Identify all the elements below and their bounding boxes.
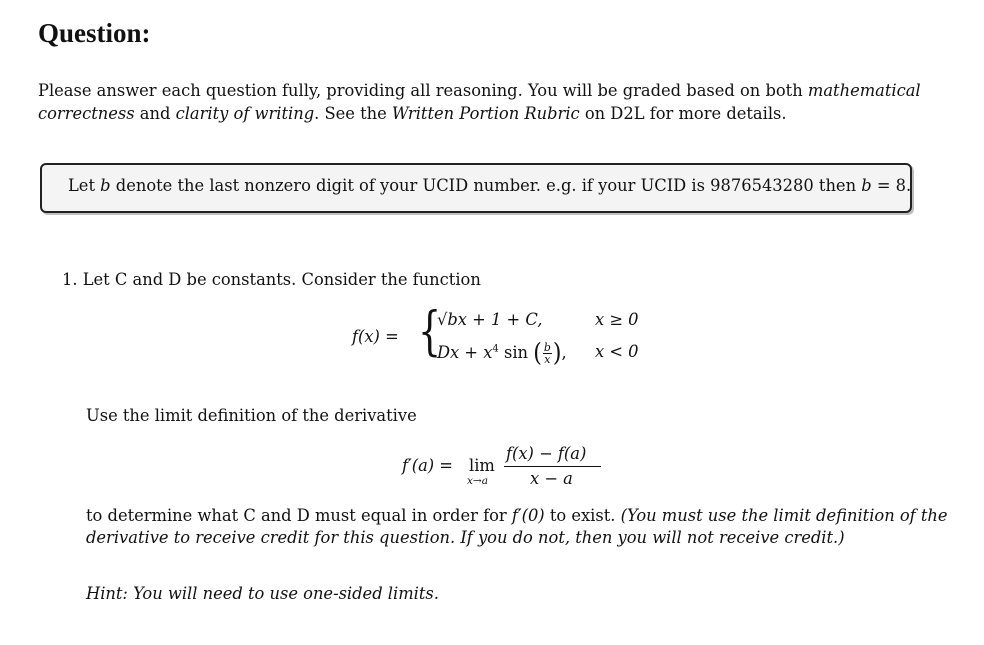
- credit-warning: (You must use the limit definition of the: [620, 506, 948, 525]
- intro-text: on D2L for more details.: [579, 104, 787, 123]
- limit-operator: lim: [469, 456, 495, 475]
- intro-emphasis-clarity: clarity of writing: [175, 104, 315, 123]
- f-prime-zero: f′(0): [511, 506, 545, 525]
- rubric-reference: Written Portion Rubric: [391, 104, 580, 123]
- note-text: denote the last nonzero digit of your UCID number. e.g. if your UCID is 9876543280 then: [110, 176, 862, 195]
- intro-text: Please answer each question fully, providing all reasoning. You will be graded based on both: [38, 81, 808, 100]
- var-b: b: [100, 176, 111, 195]
- piecewise-brace: {: [418, 302, 442, 362]
- intro-text: and: [134, 104, 176, 123]
- intro-emphasis-mathematical: mathematical: [807, 81, 921, 100]
- hint-text: Hint: You will need to use one-sided limits.: [86, 584, 439, 603]
- sin-function: sin: [498, 343, 529, 362]
- intro-line-1: [38, 80, 921, 102]
- intro-emphasis-correctness: correctness: [38, 104, 135, 123]
- left-paren: (: [533, 339, 542, 368]
- note-text: = 8.: [871, 176, 912, 195]
- piecewise-case-2: $Dx + x^4$ sin ( $\frac{b}{x}$ ),: [437, 339, 567, 368]
- question-heading: Question:: [38, 18, 151, 48]
- piecewise-condition-1: x ≥ 0: [595, 310, 639, 329]
- ucid-note-text: [68, 176, 911, 195]
- question-1-intro: 1. Let C and D be constants. Consider the function: [62, 270, 481, 289]
- b-over-x-fraction: $\frac{b}{x}$: [543, 341, 551, 366]
- intro-text: . See the: [314, 104, 392, 123]
- piecewise-condition-2: x < 0: [595, 342, 639, 361]
- determine-line-2: derivative to receive credit for this question. If you do not, then you will not receive credit.): [86, 528, 845, 547]
- case-2-exponent: 4: [492, 343, 499, 355]
- determine-text: to determine what C and D must equal in order for: [86, 506, 512, 525]
- difference-quotient-numerator: f(x) − f(a): [506, 444, 587, 463]
- piecewise-case-1: [437, 310, 542, 329]
- derivative-lhs: f′(a) =: [402, 456, 453, 475]
- case-2-expression: Dx + x: [437, 343, 493, 362]
- determine-line-1: [86, 506, 948, 525]
- note-text: Let: [68, 176, 101, 195]
- intro-line-2: [38, 103, 787, 125]
- use-limit-instruction: Use the limit definition of the derivative: [86, 406, 417, 425]
- difference-quotient-denominator: x − a: [530, 469, 573, 488]
- piecewise-lhs: f(x) =: [352, 327, 399, 346]
- limit-subscript: x→a: [467, 475, 488, 487]
- var-b: b: [861, 176, 872, 195]
- right-paren: ): [552, 339, 562, 368]
- fraction-bar: [504, 466, 601, 467]
- determine-text: to exist.: [544, 506, 621, 525]
- case-1-expression: √bx + 1 + C,: [437, 310, 543, 329]
